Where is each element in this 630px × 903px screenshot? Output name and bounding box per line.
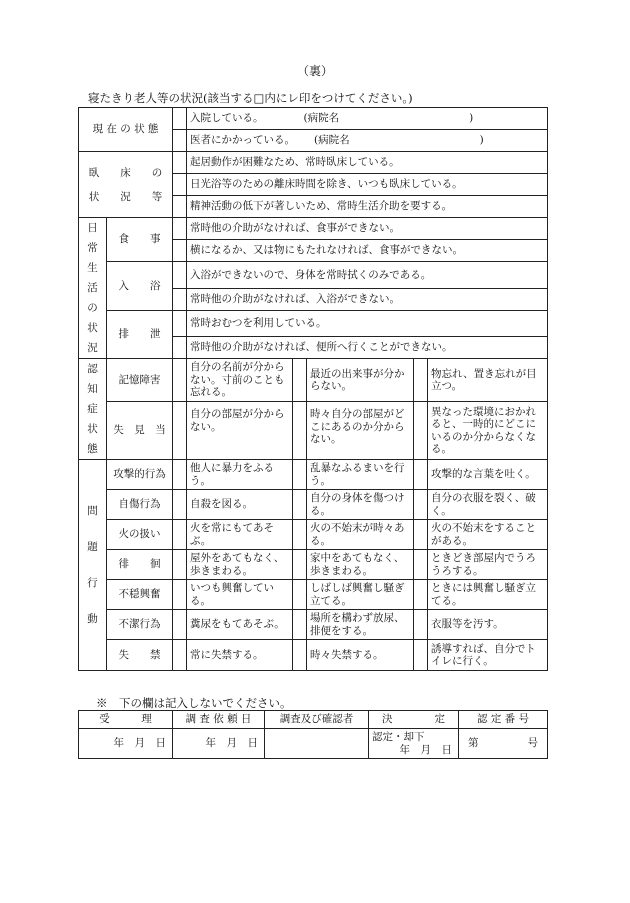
daily-label: 日常生活の状況 (79, 218, 107, 359)
daily-group-bath-label: 入 浴 (107, 262, 173, 311)
meal-item-2: 横になるか、又は物にもたれなければ、食事ができない。 (187, 240, 548, 262)
checkbox-wander-2[interactable] (293, 550, 307, 580)
checkbox-fire-3[interactable] (414, 520, 428, 550)
office-use-table (78, 710, 548, 759)
status-item-2: 医者にかかっている。 (病院名 ) (187, 130, 548, 152)
checkbox-toilet-2[interactable] (173, 337, 187, 359)
checkbox-agitation-1[interactable] (173, 580, 187, 610)
toilet-item-1: 常時おむつを利用している。 (187, 310, 548, 337)
behavior-selfharm-label: 自傷行為 (107, 490, 173, 520)
checkbox-bedridden-1[interactable] (173, 152, 187, 174)
checkbox-aggression-1[interactable] (173, 460, 187, 490)
checkbox-aggression-3[interactable] (414, 460, 428, 490)
incontinence-item-2: 時々失禁する。 (307, 640, 414, 671)
checkbox-incontinence-3[interactable] (414, 640, 428, 671)
survey-date: 年 月 日 (173, 729, 265, 759)
checkbox-unclean-1[interactable] (173, 610, 187, 640)
memory-item-1: 自分の名前が分からない。寸前のことも忘れる。 (187, 359, 293, 402)
disorientation-item-3: 異なった環境におかれると、一時的にどこにいるのか分からなくなる。 (428, 402, 548, 460)
checkbox-aggression-2[interactable] (293, 460, 307, 490)
checkbox-meal-2[interactable] (173, 240, 187, 262)
unclean-item-3: 衣服等を汚す。 (428, 610, 548, 640)
checkbox-memory-1[interactable] (173, 359, 187, 402)
dementia-disorientation-label: 失 見 当 (107, 402, 173, 460)
cert-number-suffix: 号 (527, 737, 538, 750)
dementia-label: 認知症状態 (79, 359, 107, 460)
header-surveyor: 調査及び確認者 (265, 711, 369, 729)
header-receipt: 受 理 (79, 711, 173, 729)
checkbox-wander-1[interactable] (173, 550, 187, 580)
checkbox-bedridden-2[interactable] (173, 174, 187, 196)
form-subtitle: 寝たきり老人等の状況(該当する□内にレ印をつけてください。) (88, 91, 413, 105)
status-label: 現 在 の 状 態 (79, 108, 173, 152)
checkbox-memory-3[interactable] (414, 359, 428, 402)
cert-number-cell (459, 729, 548, 759)
checkbox-disorientation-2[interactable] (293, 402, 307, 460)
checkbox-incontinence-1[interactable] (173, 640, 187, 671)
daily-group-meal-label: 食 事 (107, 218, 173, 262)
checkbox-meal-1[interactable] (173, 218, 187, 240)
checkbox-fire-1[interactable] (173, 520, 187, 550)
memory-item-2: 最近の出来事が分からない。 (307, 359, 414, 402)
checkbox-agitation-3[interactable] (414, 580, 428, 610)
behavior-unclean-label: 不潔行為 (107, 610, 173, 640)
bedridden-item-3: 精神活動の低下が著しいため、常時生活介助を要する。 (187, 196, 548, 218)
incontinence-item-1: 常に失禁する。 (187, 640, 293, 671)
bath-item-2: 常時他の介助がなければ、入浴ができない。 (187, 288, 548, 310)
checkbox-status-2[interactable] (173, 130, 187, 152)
fire-item-1: 火を常にもてあそぶ。 (187, 520, 293, 550)
status-item-1: 入院している。 (病院名 ) (187, 108, 548, 130)
checkbox-disorientation-3[interactable] (414, 402, 428, 460)
checkbox-bath-2[interactable] (173, 288, 187, 310)
fire-item-3: 火の不始末をすることがある。 (428, 520, 548, 550)
receipt-date: 年 月 日 (79, 729, 173, 759)
bedridden-item-1: 起居動作が困難なため、常時臥床している。 (187, 152, 548, 174)
incontinence-item-3: 誘導すれば、自分でトイレに行く。 (428, 640, 548, 671)
wander-item-3: ときどき部屋内でうろうろする。 (428, 550, 548, 580)
condition-table (78, 107, 548, 671)
meal-item-1: 常時他の介助がなければ、食事ができない。 (187, 218, 548, 240)
dementia-memory-label: 記憶障害 (107, 359, 173, 402)
checkbox-incontinence-2[interactable] (293, 640, 307, 671)
checkbox-unclean-2[interactable] (293, 610, 307, 640)
checkbox-unclean-3[interactable] (414, 610, 428, 640)
checkbox-agitation-2[interactable] (293, 580, 307, 610)
behavior-agitation-label: 不穏興奮 (107, 580, 173, 610)
selfharm-item-1: 自殺を図る。 (187, 490, 293, 520)
unclean-item-2: 場所を構わず放尿、排便をする。 (307, 610, 414, 640)
daily-group-toilet-label: 排 泄 (107, 310, 173, 359)
disorientation-item-2: 時々自分の部屋がどこにあるのか分からない。 (307, 402, 414, 460)
disorientation-item-1: 自分の部屋が分からない。 (187, 402, 293, 460)
behavior-label: 問題行動 (79, 460, 107, 671)
checkbox-selfharm-1[interactable] (173, 490, 187, 520)
agitation-item-2: しばしば興奮し騒ぎ立てる。 (307, 580, 414, 610)
agitation-item-1: いつも興奮している。 (187, 580, 293, 610)
page-title: （裏） (296, 64, 333, 78)
agitation-item-3: ときには興奮し騒ぎ立てる。 (428, 580, 548, 610)
wander-item-1: 屋外をあてもなく、歩きまわる。 (187, 550, 293, 580)
bedridden-label: 臥 床 の 状 況 等 (79, 152, 173, 218)
aggression-item-2: 乱暴なふるまいを行う。 (307, 460, 414, 490)
checkbox-wander-3[interactable] (414, 550, 428, 580)
checkbox-toilet-1[interactable] (173, 310, 187, 337)
fire-item-2: 火の不始末が時々ある。 (307, 520, 414, 550)
behavior-fire-label: 火の扱い (107, 520, 173, 550)
behavior-wander-label: 徘 徊 (107, 550, 173, 580)
aggression-item-1: 他人に暴力をふるう。 (187, 460, 293, 490)
toilet-item-2: 常時他の介助がなければ、便所へ行くことができない。 (187, 337, 548, 359)
behavior-aggression-label: 攻撃的行為 (107, 460, 173, 490)
aggression-item-3: 攻撃的な言葉を吐く。 (428, 460, 548, 490)
office-use-note: ※ 下の欄は記入しないでください。 (96, 696, 292, 710)
wander-item-2: 家中をあてもなく、歩きまわる。 (307, 550, 414, 580)
bath-item-1: 入浴ができないので、身体を常時拭くのみである。 (187, 262, 548, 289)
selfharm-item-2: 自分の身体を傷つける。 (307, 490, 414, 520)
checkbox-disorientation-1[interactable] (173, 402, 187, 460)
header-cert-number: 認 定 番 号 (459, 711, 548, 729)
checkbox-bath-1[interactable] (173, 262, 187, 289)
decision-cell (369, 729, 459, 759)
decision-date: 年 月 日 (399, 743, 452, 756)
checkbox-bedridden-3[interactable] (173, 196, 187, 218)
checkbox-status-1[interactable] (173, 108, 187, 130)
cert-number-prefix: 第 (468, 737, 479, 750)
memory-item-3: 物忘れ、置き忘れが目立つ。 (428, 359, 548, 402)
surveyor-cell (265, 729, 369, 759)
header-decision: 決 定 (369, 711, 459, 729)
header-survey-date: 調 査 依 頼 日 (173, 711, 265, 729)
selfharm-item-3: 自分の衣服を裂く、破く。 (428, 490, 548, 520)
behavior-incontinence-label: 失 禁 (107, 640, 173, 671)
checkbox-memory-2[interactable] (293, 359, 307, 402)
bedridden-item-2: 日光浴等のための離床時間を除き、いつも臥床している。 (187, 174, 548, 196)
checkbox-selfharm-3[interactable] (414, 490, 428, 520)
checkbox-fire-2[interactable] (293, 520, 307, 550)
decision-label: 認定・却下 (372, 730, 425, 743)
checkbox-selfharm-2[interactable] (293, 490, 307, 520)
unclean-item-1: 糞尿をもてあそぶ。 (187, 610, 293, 640)
